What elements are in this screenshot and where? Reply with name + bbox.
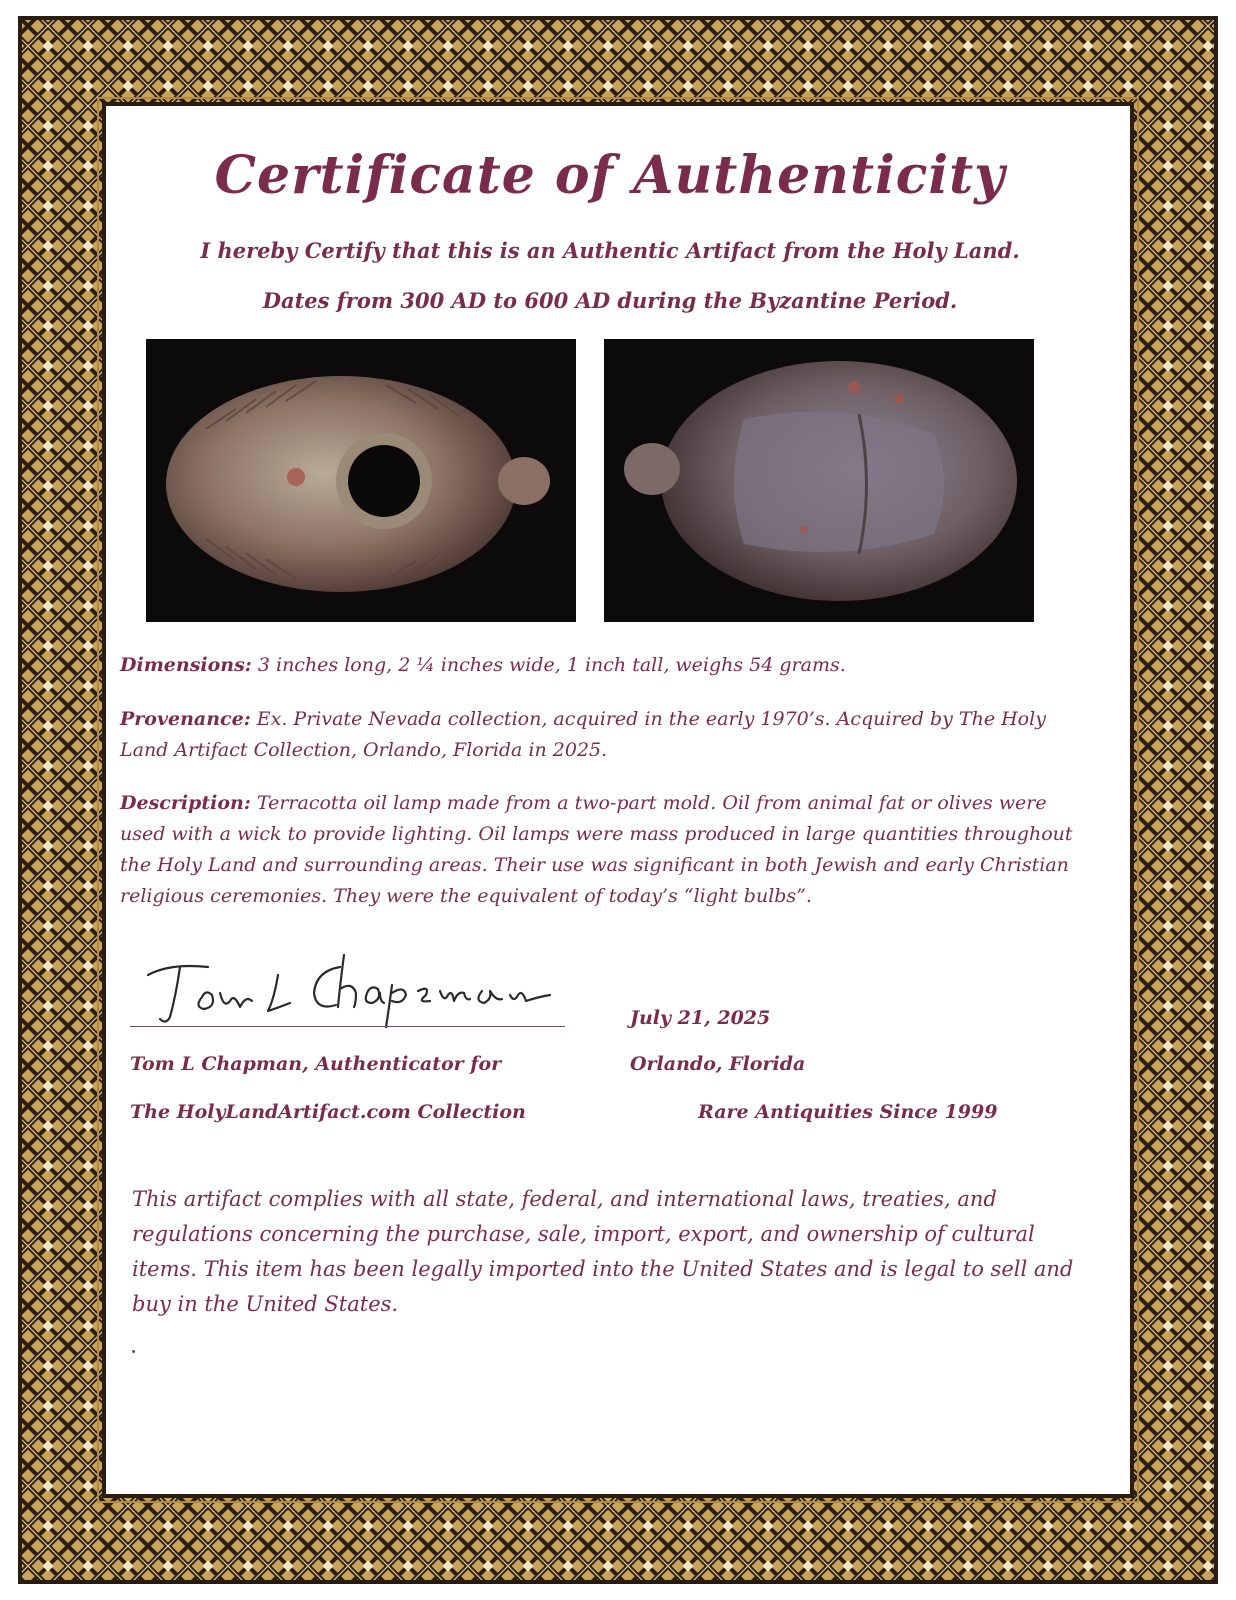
certificate-title: Certificate of Authenticity — [214, 145, 1006, 206]
oil-lamp-bottom-photo — [604, 339, 1034, 622]
oil-lamp-top-photo — [146, 339, 576, 622]
certificate-content — [110, 110, 1110, 1490]
certificate-date: July 21, 2025 — [630, 1007, 771, 1029]
dimensions-label: Dimensions: — [120, 654, 252, 676]
provenance-label: Provenance: — [120, 708, 251, 730]
provenance-paragraph — [120, 704, 1080, 766]
compliance-statement: This artifact complies with all state, federal, and international laws, treaties, and regulations concerning the purchase, sale, import, export, and ownership of cultural items. This item has been legally imported into the United States and is legal to sell and buy in the United States. — [132, 1187, 1074, 1316]
handwritten-signature — [130, 945, 575, 1030]
dimensions-paragraph — [120, 650, 1080, 681]
certification-statement: I hereby Certify that this is an Authentic Artifact from the Holy Land. — [200, 238, 1020, 263]
description-paragraph — [120, 788, 1080, 912]
description-label: Description: — [120, 792, 251, 814]
tagline: Rare Antiquities Since 1999 — [698, 1101, 998, 1123]
authenticator-name: Tom L Chapman, Authenticator for — [130, 1053, 502, 1075]
description-text: Terracotta oil lamp made from a two-part mold. Oil from animal fat or olives were used with a wick to provide lighting. Oil lamps were mass produced in large quantities throughout the Holy Land and surrounding areas. Their use was significant in both Jewish and early Christian religious ceremonies. They were the equivalent of today’s “light bulbs”. — [120, 792, 1073, 907]
certificate-location: Orlando, Florida — [630, 1053, 806, 1075]
dating-statement: Dates from 300 AD to 600 AD during the Byzantine Period. — [262, 288, 958, 313]
ink-speck — [132, 1350, 135, 1353]
collection-name: The HolyLandArtifact.com Collection — [130, 1101, 526, 1123]
dimensions-text: 3 inches long, 2 ¼ inches wide, 1 inch tall, weighs 54 grams. — [257, 654, 846, 676]
signature-line — [130, 1026, 565, 1027]
provenance-text: Ex. Private Nevada collection, acquired in the early 1970’s. Acquired by The Holy Land Artifact Collection, Orlando, Florida in 2025. — [120, 708, 1046, 761]
